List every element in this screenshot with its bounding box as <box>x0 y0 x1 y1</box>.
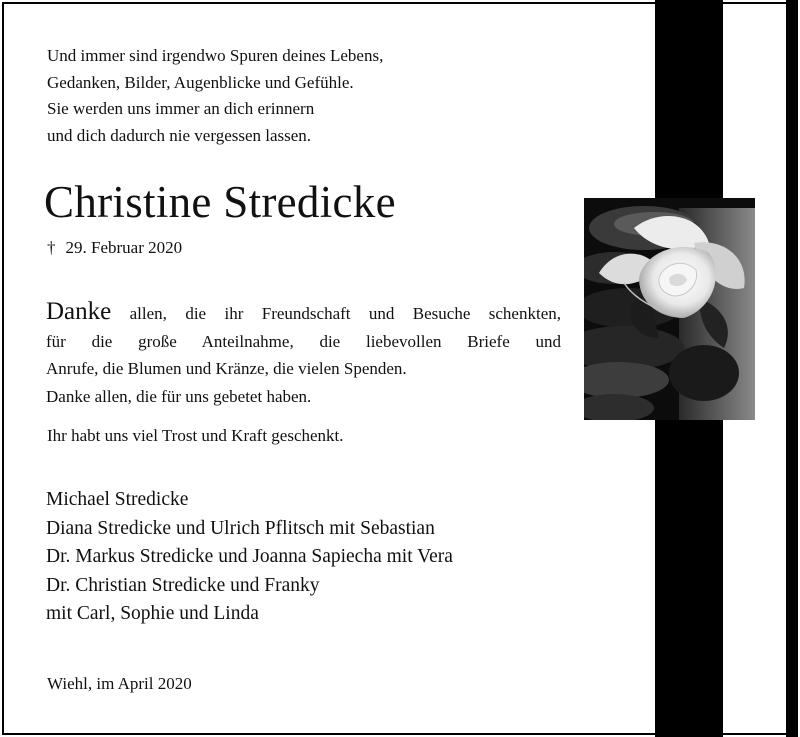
poem-line: Gedanken, Bilder, Augenblicke und Gefühle. <box>47 72 354 92</box>
thanks-line <box>46 298 561 328</box>
cross-icon: † <box>47 238 56 257</box>
poem-line: Und immer sind irgendwo Spuren deines Lebens, <box>47 46 384 65</box>
memorial-poem <box>47 43 383 149</box>
signer: Michael Stredicke <box>46 489 189 510</box>
deceased-name: Christine Stredicke <box>44 177 396 227</box>
signer: Diana Stredicke und Ulrich Pflitsch mit Sebastian <box>46 517 435 539</box>
signers-list <box>46 486 453 629</box>
poem-line: und dich dadurch nie vergessen lassen. <box>47 125 312 145</box>
thanks-paragraph <box>46 298 561 410</box>
thanks-text: allen, die ihr Freundschaft und Besuche schenkten, <box>111 304 561 323</box>
comfort-line: Ihr habt uns viel Trost und Kraft geschenkt. <box>47 426 344 445</box>
thanks-line: Anrufe, die Blumen und Kränze, die vielen Spenden. <box>46 359 407 378</box>
death-date-line <box>47 236 182 260</box>
signer: Dr. Markus Stredicke und Joanna Sapiecha mit Vera <box>46 546 453 568</box>
thanks-line: für die große Anteilnahme, die liebevollen Briefe und <box>46 331 561 351</box>
white-rose-image <box>584 198 755 420</box>
mourning-band-edge <box>786 0 798 737</box>
poem-line: Sie werden uns immer an dich erinnern <box>47 99 315 119</box>
signer: mit Carl, Sophie und Linda <box>46 603 259 625</box>
death-date: 29. Februar 2020 <box>65 238 183 257</box>
rose-photo <box>584 198 755 420</box>
signer: Dr. Christian Stredicke und Franky <box>46 574 320 596</box>
thanks-line: Danke allen, die für uns gebetet haben. <box>46 386 312 406</box>
thanks-lead-word: Danke <box>46 298 112 325</box>
place-date: Wiehl, im April 2020 <box>47 674 192 693</box>
